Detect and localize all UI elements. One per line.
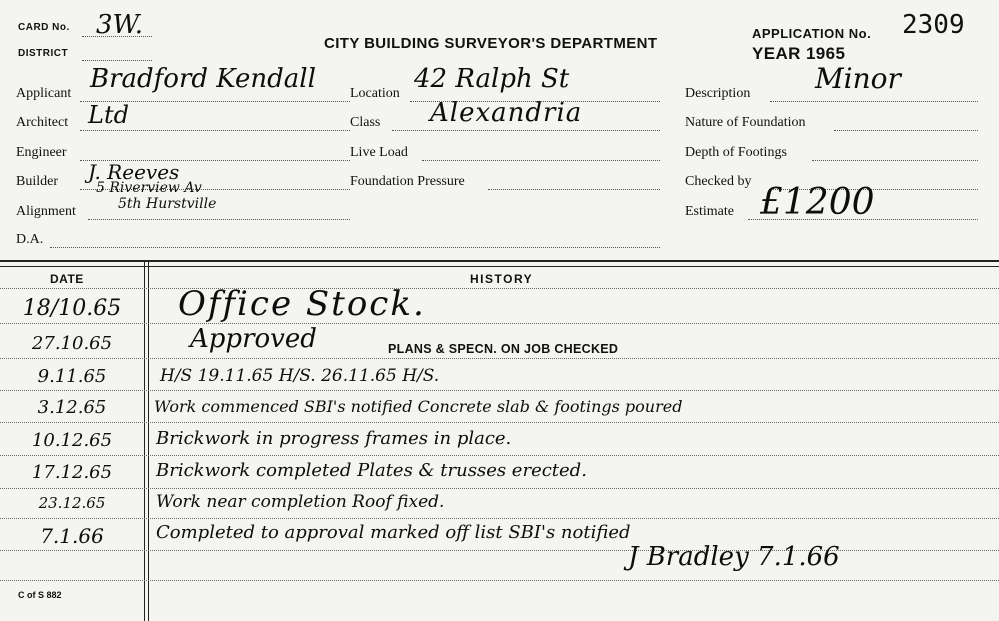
history-date: 7.1.66: [40, 524, 104, 548]
history-date: 10.12.65: [31, 430, 113, 451]
architect-line: [80, 130, 350, 131]
live-load-line: [422, 160, 660, 161]
applicant-value: Bradford Kendall: [90, 64, 316, 94]
history-header: HISTORY: [470, 272, 534, 286]
location-value: 42 Ralph St: [414, 64, 570, 94]
applicant-label: Applicant: [16, 86, 72, 101]
date-header: DATE: [50, 272, 84, 286]
card-no-label: CARD No.: [18, 22, 70, 33]
date-column-divider: [144, 262, 145, 621]
year-label: YEAR 1965: [752, 44, 846, 63]
depth-of-footings-label: Depth of Footings: [685, 145, 787, 160]
department-title: CITY BUILDING SURVEYOR'S DEPARTMENT: [324, 35, 658, 52]
architect-label: Architect: [16, 115, 69, 130]
district-line: [82, 60, 152, 61]
table-row: [0, 358, 999, 359]
class-label: Class: [350, 115, 381, 130]
history-entry: Brickwork completed Plates & trusses erected.: [156, 460, 587, 481]
table-row: [0, 422, 999, 423]
table-row: [0, 455, 999, 456]
architect-value: Ltd: [88, 101, 129, 129]
description-value: Minor: [815, 62, 901, 95]
description-line: [770, 101, 978, 102]
nature-of-foundation-label: Nature of Foundation: [685, 115, 806, 130]
depth-line: [812, 160, 978, 161]
table-row: [0, 580, 999, 581]
date-column-divider-2: [148, 262, 149, 621]
history-entry: Completed to approval marked off list SBI's notified: [156, 522, 631, 543]
da-line: [50, 247, 660, 248]
history-entry: H/S 19.11.65 H/S. 26.11.65 H/S.: [160, 366, 440, 386]
history-entry: Approved: [190, 324, 317, 354]
builder-value: J. Reeves: [88, 160, 180, 184]
checked-stamp: PLANS & SPECN. ON JOB CHECKED: [388, 342, 619, 356]
class-line: [392, 130, 660, 131]
estimate-label: Estimate: [685, 204, 734, 219]
history-date: 18/10.65: [22, 296, 122, 321]
da-label: D.A.: [16, 232, 44, 247]
application-no-value: 2309: [902, 10, 965, 40]
builder-address: 5 Riverview Av: [96, 180, 202, 196]
location-label: Location: [350, 86, 400, 101]
table-top-rule: [0, 260, 999, 262]
application-no-label: APPLICATION No.: [752, 26, 872, 41]
estimate-value: £1200: [760, 182, 875, 223]
engineer-label: Engineer: [16, 145, 67, 160]
alignment-line: [88, 219, 350, 220]
history-date: 3.12.65: [37, 397, 107, 418]
history-entry: Work near completion Roof fixed.: [156, 492, 445, 512]
history-date: 23.12.65: [38, 494, 106, 512]
card-no-value: 3W.: [96, 10, 143, 40]
history-date: 17.12.65: [31, 462, 113, 483]
nature-line: [834, 130, 978, 131]
table-row: [0, 518, 999, 519]
signature: J Bradley 7.1.66: [628, 542, 840, 572]
description-label: Description: [685, 86, 751, 101]
history-entry: Office Stock.: [178, 284, 426, 324]
table-row: [0, 323, 999, 324]
table-row: [0, 550, 999, 551]
checked-by-label: Checked by: [685, 174, 752, 189]
location-value-2: Alexandria: [430, 98, 583, 128]
table-row: [0, 488, 999, 489]
live-load-label: Live Load: [350, 145, 408, 160]
foundation-pressure-line: [488, 189, 660, 190]
history-entry: Brickwork in progress frames in place.: [156, 428, 512, 449]
header-row-line: [0, 288, 999, 289]
table-row: [0, 390, 999, 391]
builder-label: Builder: [16, 174, 58, 189]
history-entry: Work commenced SBI's notified Concrete slab & footings poured: [154, 397, 683, 416]
history-date: 27.10.65: [31, 333, 113, 354]
foundation-pressure-label: Foundation Pressure: [350, 174, 465, 189]
alignment-value: 5th Hurstville: [118, 196, 217, 212]
district-label: DISTRICT: [18, 48, 69, 59]
alignment-label: Alignment: [16, 204, 76, 219]
table-top-rule-2: [0, 266, 999, 267]
form-code: C of S 882: [18, 590, 62, 600]
history-date: 9.11.65: [37, 366, 107, 387]
